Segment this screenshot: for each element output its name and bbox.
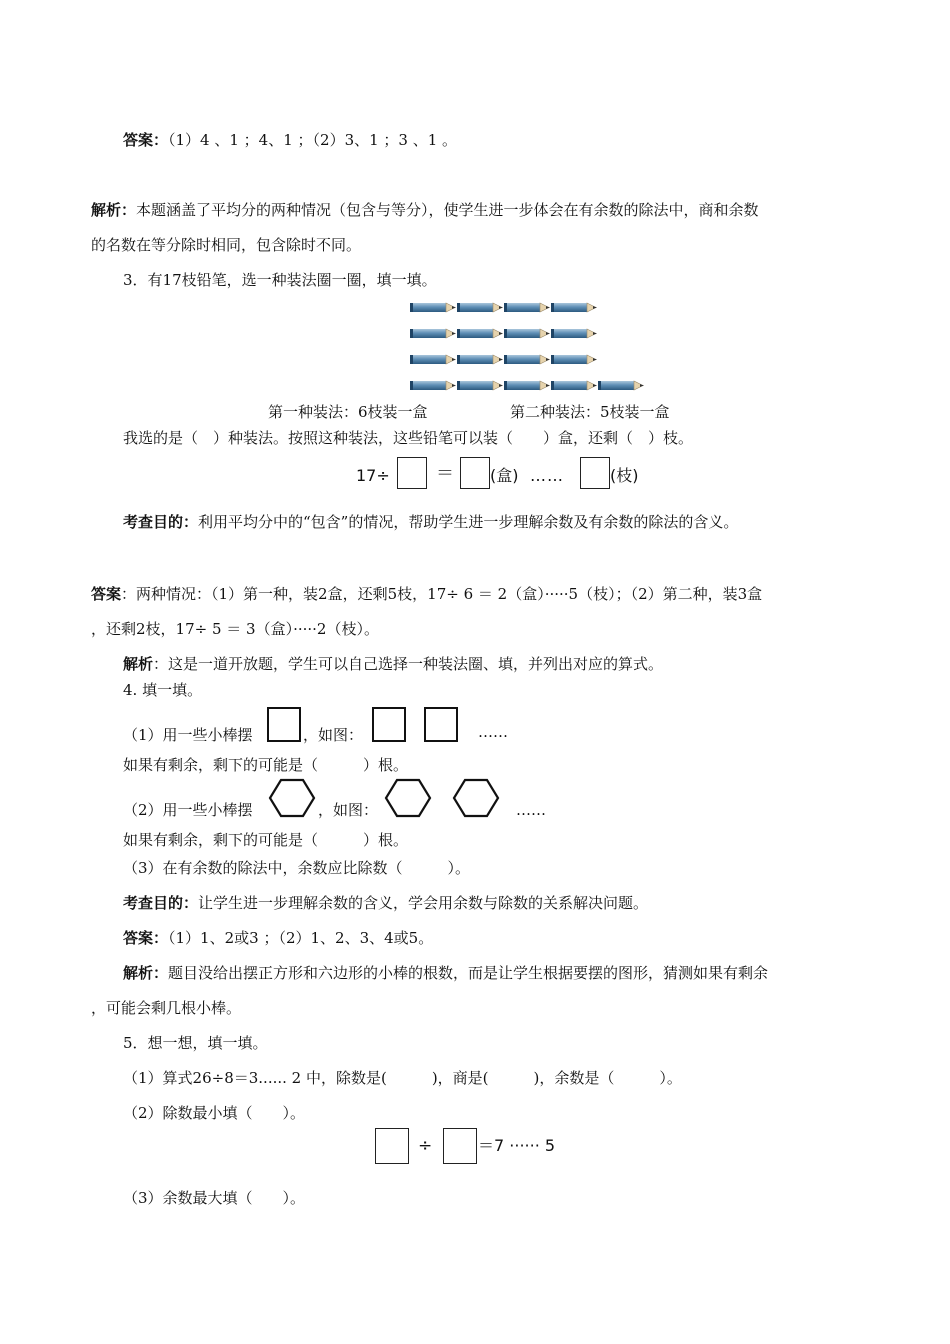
q4-p2-dots: …… — [516, 801, 546, 819]
q3-method2: 第二种装法：5枝装一盒 — [510, 403, 670, 421]
hexagon-stick-icon — [384, 778, 434, 820]
q3-fill-line: 我选的是（ ）种装法。按照这种装法，这些铅笔可以装（ ）盒，还剩（ ）枝。 — [123, 429, 694, 447]
q4-p1-mid: ，如图： — [303, 726, 364, 744]
q3-eq-dots: …… — [530, 466, 564, 485]
q4-answer — [123, 928, 433, 948]
square-stick-icon — [370, 705, 410, 745]
q5-p2-text: （2）除数最小填（ ）。 — [123, 1104, 306, 1122]
q2-answer-text: （1）4 、1 ；4、1 ；（2）3、1 ；3 、1 。 — [168, 131, 458, 149]
q5-eq-box-dividend[interactable] — [375, 1128, 409, 1164]
q5-p1-text: （1）算式26÷8＝3...... 2 中，除数是( )，商是( )，余数是（ ）。 — [123, 1069, 682, 1087]
q4-p2-fill: 如果有剩余，剩下的可能是（ ）根。 — [123, 831, 409, 849]
q3-purpose — [123, 512, 738, 532]
q4-purpose-text: 让学生进一步理解余数的含义，学会用余数与除数的关系解决问题。 — [198, 894, 649, 912]
pencil-icon — [551, 329, 597, 338]
square-stick-icon — [265, 705, 305, 745]
hexagon-stick-icon — [268, 778, 318, 820]
q4-p1-dots: …… — [478, 723, 508, 741]
q4-analysis-line2: ，可能会剩几根小棒。 — [91, 999, 242, 1017]
q5-p3-text: （3）余数最大填（ ）。 — [123, 1189, 306, 1207]
q3-analysis-text: ：这是一道开放题，学生可以自己选择一种装法圈、填，并列出对应的算式。 — [153, 655, 664, 673]
q3-purpose-text: 利用平均分中的“包含”的情况，帮助学生进一步理解余数及有余数的除法的含义。 — [198, 513, 739, 531]
q3-title: 3．有17枝铅笔，选一种装法圈一圈，填一填。 — [123, 271, 437, 289]
pencil-icon — [457, 355, 503, 364]
q4-p2-mid: ，如图： — [318, 801, 379, 819]
q3-answer-text1: ：两种情况：（1）第一种，装2盒，还剩5枝，17÷ 6 ＝ 2（盒）·····5（枝）；（2）第二种，装3盒 — [121, 585, 763, 603]
q3-answer-line1 — [91, 584, 762, 604]
q5-title: 5．想一想，填一填。 — [123, 1034, 268, 1052]
q3-eq-box-divisor[interactable] — [397, 457, 427, 489]
q2-analysis-text1: 本题涵盖了平均分的两种情况（包含与等分），使学生进一步体会在有余数的除法中，商和余数 — [136, 201, 759, 219]
q4-answer-text: （1）1、2或3 ；（2）1、2、3、4或5。 — [168, 929, 434, 947]
pencil-icon — [504, 303, 550, 312]
q3-eq-rem-unit: (枝) — [610, 466, 639, 485]
q3-eq-box-remainder[interactable] — [580, 457, 610, 489]
q3-eq-equals: ＝ — [436, 463, 454, 484]
q5-eq-box-divisor[interactable] — [443, 1128, 477, 1164]
q5-eq-div: ÷ — [418, 1136, 433, 1156]
q4-analysis-label: 解析： — [123, 964, 169, 982]
q4-answer-label: 答案： — [123, 929, 169, 947]
q3-eq-box-unit: (盒) — [490, 466, 519, 485]
q2-answer — [123, 130, 457, 150]
q3-analysis-label: 解析 — [123, 655, 154, 673]
q2-analysis-label: 解析： — [91, 201, 137, 219]
q3-method1: 第一种装法：6枝装一盒 — [268, 403, 428, 421]
pencil-icon — [551, 381, 597, 390]
pencil-icon — [504, 381, 550, 390]
pencil-icon — [551, 303, 597, 312]
q2-analysis-line2: 的名数在等分除时相同，包含除时不同。 — [91, 236, 362, 254]
q4-analysis-text1: 题目没给出摆正方形和六边形的小棒的根数，而是让学生根据要摆的图形，猜测如果有剩余 — [168, 964, 769, 982]
q4-purpose-label: 考查目的： — [123, 894, 199, 912]
q4-p3-text: （3）在有余数的除法中，余数应比除数（ ）。 — [123, 859, 471, 877]
square-stick-icon — [422, 705, 462, 745]
pencil-icon — [410, 381, 456, 390]
q4-purpose — [123, 893, 648, 913]
q3-answer-label: 答案 — [91, 585, 122, 603]
q4-p2-text: （2）用一些小棒摆 — [123, 801, 253, 819]
pencil-icon — [504, 355, 550, 364]
pencil-icon — [457, 303, 503, 312]
pencil-icon — [410, 329, 456, 338]
pencil-icon — [410, 355, 456, 364]
q3-analysis — [123, 654, 663, 674]
pencil-icon — [504, 329, 550, 338]
hexagon-stick-icon — [452, 778, 502, 820]
q4-title: 4. 填一填。 — [123, 681, 203, 699]
pencil-icon — [551, 355, 597, 364]
q3-answer-line2: ，还剩2枝，17÷ 5 ＝ 3（盒）·····2（枝）。 — [91, 620, 379, 638]
pencil-icon — [457, 329, 503, 338]
q3-purpose-label: 考查目的： — [123, 513, 199, 531]
q5-eq-rest: ＝7 ······ 5 — [478, 1136, 556, 1155]
pencil-illustration — [410, 303, 660, 398]
pencil-icon — [598, 381, 644, 390]
q3-eq-box-quotient[interactable] — [460, 457, 490, 489]
q2-analysis-line1 — [91, 200, 759, 220]
q4-analysis-line1 — [123, 963, 768, 983]
q3-eq-num: 17÷ — [356, 466, 390, 485]
pencil-icon — [457, 381, 503, 390]
q4-p1-text: （1）用一些小棒摆 — [123, 726, 253, 744]
q2-answer-label: 答案： — [123, 131, 169, 149]
q4-p1-fill: 如果有剩余，剩下的可能是（ ）根。 — [123, 756, 409, 774]
pencil-icon — [410, 303, 456, 312]
